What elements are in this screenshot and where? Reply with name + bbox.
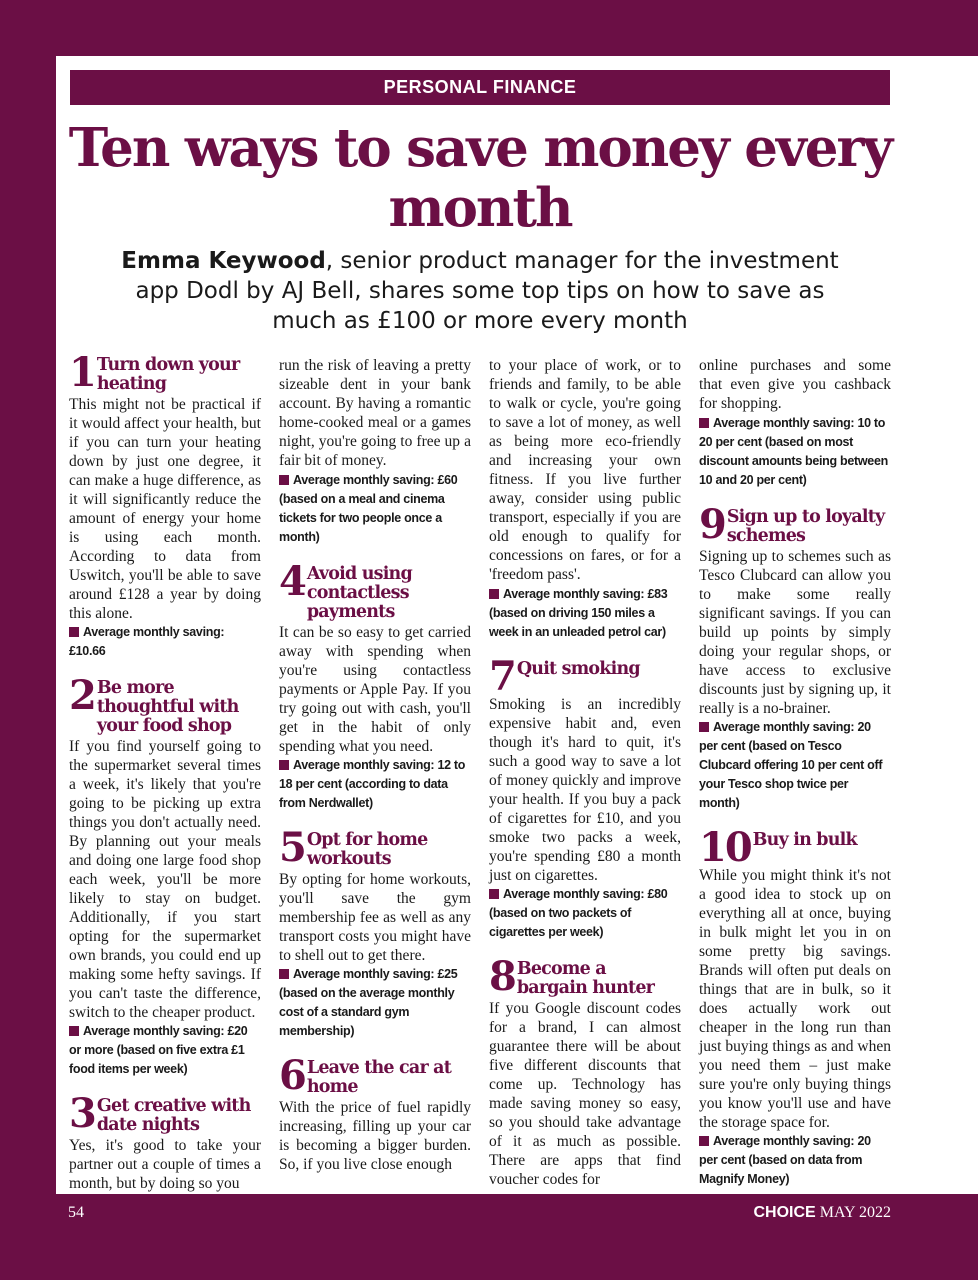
- tip-title: Turn down your heating: [96, 355, 240, 394]
- tip-saving: Average monthly saving: £60 (based on a meal and cinema tickets for two people once a month): [279, 473, 458, 544]
- tip-number: 3: [69, 1090, 95, 1137]
- article-page: [56, 56, 978, 1194]
- tip-title: Become a bargain hunter: [516, 959, 655, 998]
- standfirst: [116, 246, 844, 336]
- tip-6-continued: [489, 356, 681, 642]
- tip-saving: Average monthly saving: 20 per cent (based on Tesco Clubcard offering 10 per cent off your Tesco shop twice per month): [699, 720, 883, 810]
- tip-8: [489, 953, 681, 1189]
- tip-body: Smoking is an incredibly expensive habit and, even though it's hard to quit, it's such a good way to save a lot of money quickly and improve your health. If you buy a pack of cigarettes for £10, and you smoke two packs a week, you're spending £80 a month just on cigarettes.: [489, 696, 681, 884]
- tip-body: Yes, it's good to take your partner out a couple of times a month, but by doing so you: [69, 1137, 261, 1192]
- tip-title: Be more thoughtful with your food shop: [96, 678, 239, 736]
- magazine-name: CHOICE: [753, 1204, 816, 1221]
- tip-9: [699, 501, 891, 813]
- tip-number: 7: [489, 653, 515, 700]
- tip-saving: Average monthly saving: 12 to 18 per cent (according to data from Nerdwallet): [279, 758, 466, 810]
- tip-6: [279, 1052, 471, 1174]
- tip-title: Quit smoking: [516, 659, 640, 679]
- tip-number: 9: [699, 501, 725, 548]
- tip-title: Leave the car at home: [306, 1058, 451, 1097]
- tip-title: Avoid using contactless payments: [306, 564, 412, 622]
- tip-number: 8: [489, 953, 515, 1000]
- page-number: 54: [68, 1204, 84, 1221]
- bullet-square-icon: [699, 418, 709, 428]
- tip-body-continued: run the risk of leaving a pretty sizeable dent in your bank account. By having a romantic home-cooked meal or a games night, you're going to free up a fair bit of money.: [279, 357, 471, 469]
- tip-body: While you might think it's not a good idea to stock up on everything all at once, buying in bulk might let you in on some pretty big savings. Brands will often put deals on things that are in bulk, so it does actually work out cheaper in the long run than just buying things as and when you need them – just make sure you're only buying things you know you'll use and have the storage space for.: [699, 867, 891, 1131]
- tip-title: Sign up to loyalty schemes: [726, 507, 885, 546]
- tip-3: [69, 1090, 261, 1193]
- tip-2: [69, 672, 261, 1079]
- magazine-footer: [753, 1204, 891, 1222]
- bullet-square-icon: [699, 1136, 709, 1146]
- tip-8-continued: [699, 356, 891, 490]
- author-name: Emma Keywood: [121, 248, 326, 274]
- tip-number: 2: [69, 672, 95, 719]
- tip-saving: Average monthly saving: 20 per cent (based on data from Magnify Money): [699, 1134, 871, 1186]
- tip-body: It can be so easy to get carried away with spending when you're using contactless payments or Apple Pay. If you try going out with cash, you'll get in the habit of only spending what you need.: [279, 624, 471, 755]
- tip-10: [699, 824, 891, 1189]
- bullet-square-icon: [279, 969, 289, 979]
- tip-body: With the price of fuel rapidly increasing, filling up your car is becoming a bigger burden. So, if you live close enough: [279, 1099, 471, 1173]
- tip-number: 1: [69, 349, 95, 396]
- bullet-square-icon: [489, 589, 499, 599]
- tip-number: 5: [279, 824, 305, 871]
- headline: Ten ways to save money every month: [68, 117, 892, 239]
- tip-body: By opting for home workouts, you'll save the gym membership fee as well as any transport costs you might have to shell out to get there.: [279, 871, 471, 964]
- tip-body: If you find yourself going to the supermarket several times a week, it's likely that you're going to be picking up extra things you don't actually need. By planning out your meals and doing one large food shop each week, you'll be more likely to stay on budget. Additionally, if you start opting for the supermarket own brands, you could end up making some hefty savings. If you can't taste the difference, switch to the cheaper product.: [69, 738, 261, 1021]
- tip-7: [489, 653, 681, 942]
- column-4: [699, 356, 891, 1207]
- bullet-square-icon: [489, 889, 499, 899]
- section-label: PERSONAL FINANCE: [70, 70, 890, 105]
- tip-5: [279, 824, 471, 1041]
- column-3: [489, 356, 681, 1207]
- tip-title: Get creative with date nights: [96, 1096, 251, 1135]
- bullet-square-icon: [69, 627, 79, 637]
- tip-saving: Average monthly saving: £80 (based on two packets of cigarettes per week): [489, 887, 668, 939]
- standfirst-text: , senior product manager for the investment app Dodl by AJ Bell, shares some top tips on how to save as much as £100 or more every month: [135, 248, 839, 334]
- tip-3-continued: [279, 356, 471, 547]
- tip-1: [69, 349, 261, 661]
- column-2: [279, 356, 471, 1192]
- tip-title: Opt for home workouts: [306, 830, 428, 869]
- tip-body-continued: to your place of work, or to friends and family, to be able to walk or cycle, you're going to save a lot of money, as well as being more eco-friendly and increasing your own fitness. If you live further away, consider using public transport, especially if you are old enough to qualify for concessions on fares, or for a 'freedom pass'.: [489, 357, 681, 583]
- tip-saving: Average monthly saving: £25 (based on the average monthly cost of a standard gym membership): [279, 967, 458, 1038]
- tip-body: This might not be practical if it would affect your health, but if you can turn your heating down by just one degree, it can make a huge difference, as it will significantly reduce the amount of energy your home is using each month. According to data from Uswitch, you'll be able to save around £128 a year by doing this alone.: [69, 396, 261, 622]
- tip-saving: Average monthly saving: £10.66: [69, 625, 225, 658]
- tip-4: [279, 558, 471, 813]
- column-1: [69, 349, 261, 1211]
- tip-number: 10: [699, 824, 751, 871]
- bullet-square-icon: [699, 722, 709, 732]
- bullet-square-icon: [279, 475, 289, 485]
- tip-body: Signing up to schemes such as Tesco Clubcard can allow you to make some really significant savings. If you can build up points by simply doing your regular shops, or have access to exclusive discounts just by signing up, it really is a no-brainer.: [699, 548, 891, 717]
- tip-title: Buy in bulk: [752, 830, 857, 850]
- tip-saving: Average monthly saving: £20 or more (based on five extra £1 food items per week): [69, 1024, 248, 1076]
- tip-saving: Average monthly saving: £83 (based on driving 150 miles a week in an unleaded petrol car): [489, 587, 668, 639]
- bullet-square-icon: [69, 1026, 79, 1036]
- tip-number: 6: [279, 1052, 305, 1099]
- issue-date: MAY 2022: [819, 1204, 891, 1221]
- tip-saving: Average monthly saving: 10 to 20 per cent (based on most discount amounts being between 10 and 20 per cent): [699, 416, 888, 487]
- bullet-square-icon: [279, 760, 289, 770]
- tip-number: 4: [279, 558, 305, 605]
- tip-body: If you Google discount codes for a brand, I can almost guarantee there will be about five different discounts that come up. Technology has made saving money so easy, so you should take advantage of it as much as possible. There are apps that find voucher codes for: [489, 1000, 681, 1188]
- tip-body-continued: online purchases and some that even give you cashback for shopping.: [699, 357, 891, 412]
